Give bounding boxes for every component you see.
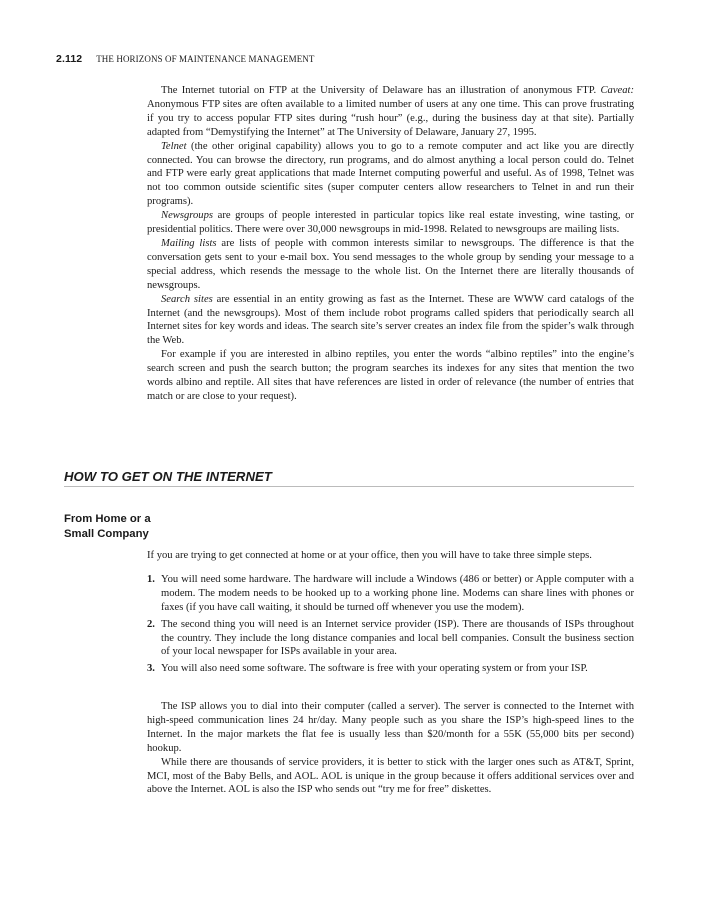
subsection-heading: From Home or a Small Company [64, 513, 151, 540]
caveat-label: Caveat: [600, 85, 634, 96]
list-item [147, 573, 634, 615]
page-number: 2.112 [56, 53, 83, 65]
term-newsgroups: Newsgroups [161, 210, 213, 222]
example-paragraph: For example if you are interested in albino reptiles, you enter the words “albino reptiles” into the engine’s search screen and push the search button; the program searches its indexes for any sites that mention the two words albino and reptile. All sites that have references are listed in order of relevance (the number of entries that match or are close to your request). [147, 349, 634, 402]
section-heading: HOW TO GET ON THE INTERNET [64, 469, 634, 487]
lead-paragraph: If you are trying to get connected at home or at your office, then you will have to take three simple steps. [147, 550, 592, 561]
list-item [147, 618, 634, 660]
running-head [56, 53, 315, 65]
intro-text-block [147, 84, 634, 404]
steps-text-block [147, 549, 634, 679]
list-item [147, 662, 634, 676]
ftp-paragraph: The Internet tutorial on FTP at the University of Delaware has an illustration of anonymous FTP. Caveat: Anonymous FTP sites are often available to a limited number of users at any one time. This can prove frustrating if you try to access popular FTP sites during “rush hour” (e.g., during the business day at that site). Partially adapted from “Demystifying the Internet” at The University of Delaware, January 27, 1995. [147, 85, 634, 138]
term-mailing-lists: Mailing lists [161, 237, 217, 249]
isp-paragraph: The ISP allows you to dial into their computer (called a server). The server is connected to the Internet with high-speed communication lines 24 hr/day. Many people such as you share the ISP’s high-speed lines to the Internet. In the major markets the flat fee is usually less than $20/month for a 55K (55,000 bits per second) hookup. [147, 701, 634, 754]
isp-text-block [147, 700, 634, 797]
mailing-lists-paragraph: Mailing lists are lists of people with common interests similar to newsgroups. The difference is that the conversation gets sent to your e-mail box. You send messages to the whole group by sending your message to a special address, which resends the message to the whole list. On the Internet there are literally thousands of newsgroups. [147, 237, 634, 291]
term-telnet: Telnet [161, 140, 187, 152]
providers-paragraph: While there are thousands of service providers, it is better to stick with the larger ones such as AT&T, Sprint, MCI, most of the Baby Bells, and AOL. AOL is unique in the group because it offers additional services over and above the Internet. AOL is also the ISP who sends out “try me for free” diskettes. [147, 756, 634, 796]
step-number: 1. [147, 573, 155, 585]
step-text: You will also need some software. The software is free with your operating system or from your ISP. [161, 663, 588, 675]
telnet-paragraph: Telnet (the other original capability) allows you to go to a remote computer and act like you are directly connected. You can browse the directory, run programs, and do almost anything a local person could do. Telnet and FTP were early great applications that made Internet computing powerful and useful. As of 1998, Telnet was not too common outside scientific sites (super computer centers allow researchers to Telnet in and run their programs). [147, 140, 634, 208]
book-title: THE HORIZONS OF MAINTENANCE MANAGEMENT [96, 54, 315, 64]
search-sites-paragraph: Search sites are essential in an entity growing as fast as the Internet. These are WWW card catalogs of the Internet (and the newsgroups). Most of them include robot programs called spiders that periodically search all Internet sites for key words and ideas. The search site’s server creates an index file from the spider’s walk through the Web. [147, 293, 634, 347]
newsgroups-paragraph: Newsgroups are groups of people interested in particular topics like real estate investing, wine tasting, or presidential politics. There were over 30,000 newsgroups in mid-1998. Related to newsgroups are mailing lists. [147, 210, 634, 236]
step-number: 3. [147, 663, 155, 675]
step-number: 2. [147, 618, 155, 630]
steps-list [147, 573, 634, 676]
step-text: The second thing you will need is an Internet service provider (ISP). There are thousands of ISPs throughout the country. They include the long distance companies and local bell companies. Consult the business section of your local newspaper for ISPs available in your area. [161, 618, 634, 658]
term-search-sites: Search sites [161, 293, 213, 305]
step-text: You will need some hardware. The hardware will include a Windows (486 or better) or Apple computer with a modem. The modem needs to be hooked up to a working phone line. Modems can share lines with phones or faxes (if you have call waiting, it should be turned off whenever you use the modem). [161, 573, 634, 613]
